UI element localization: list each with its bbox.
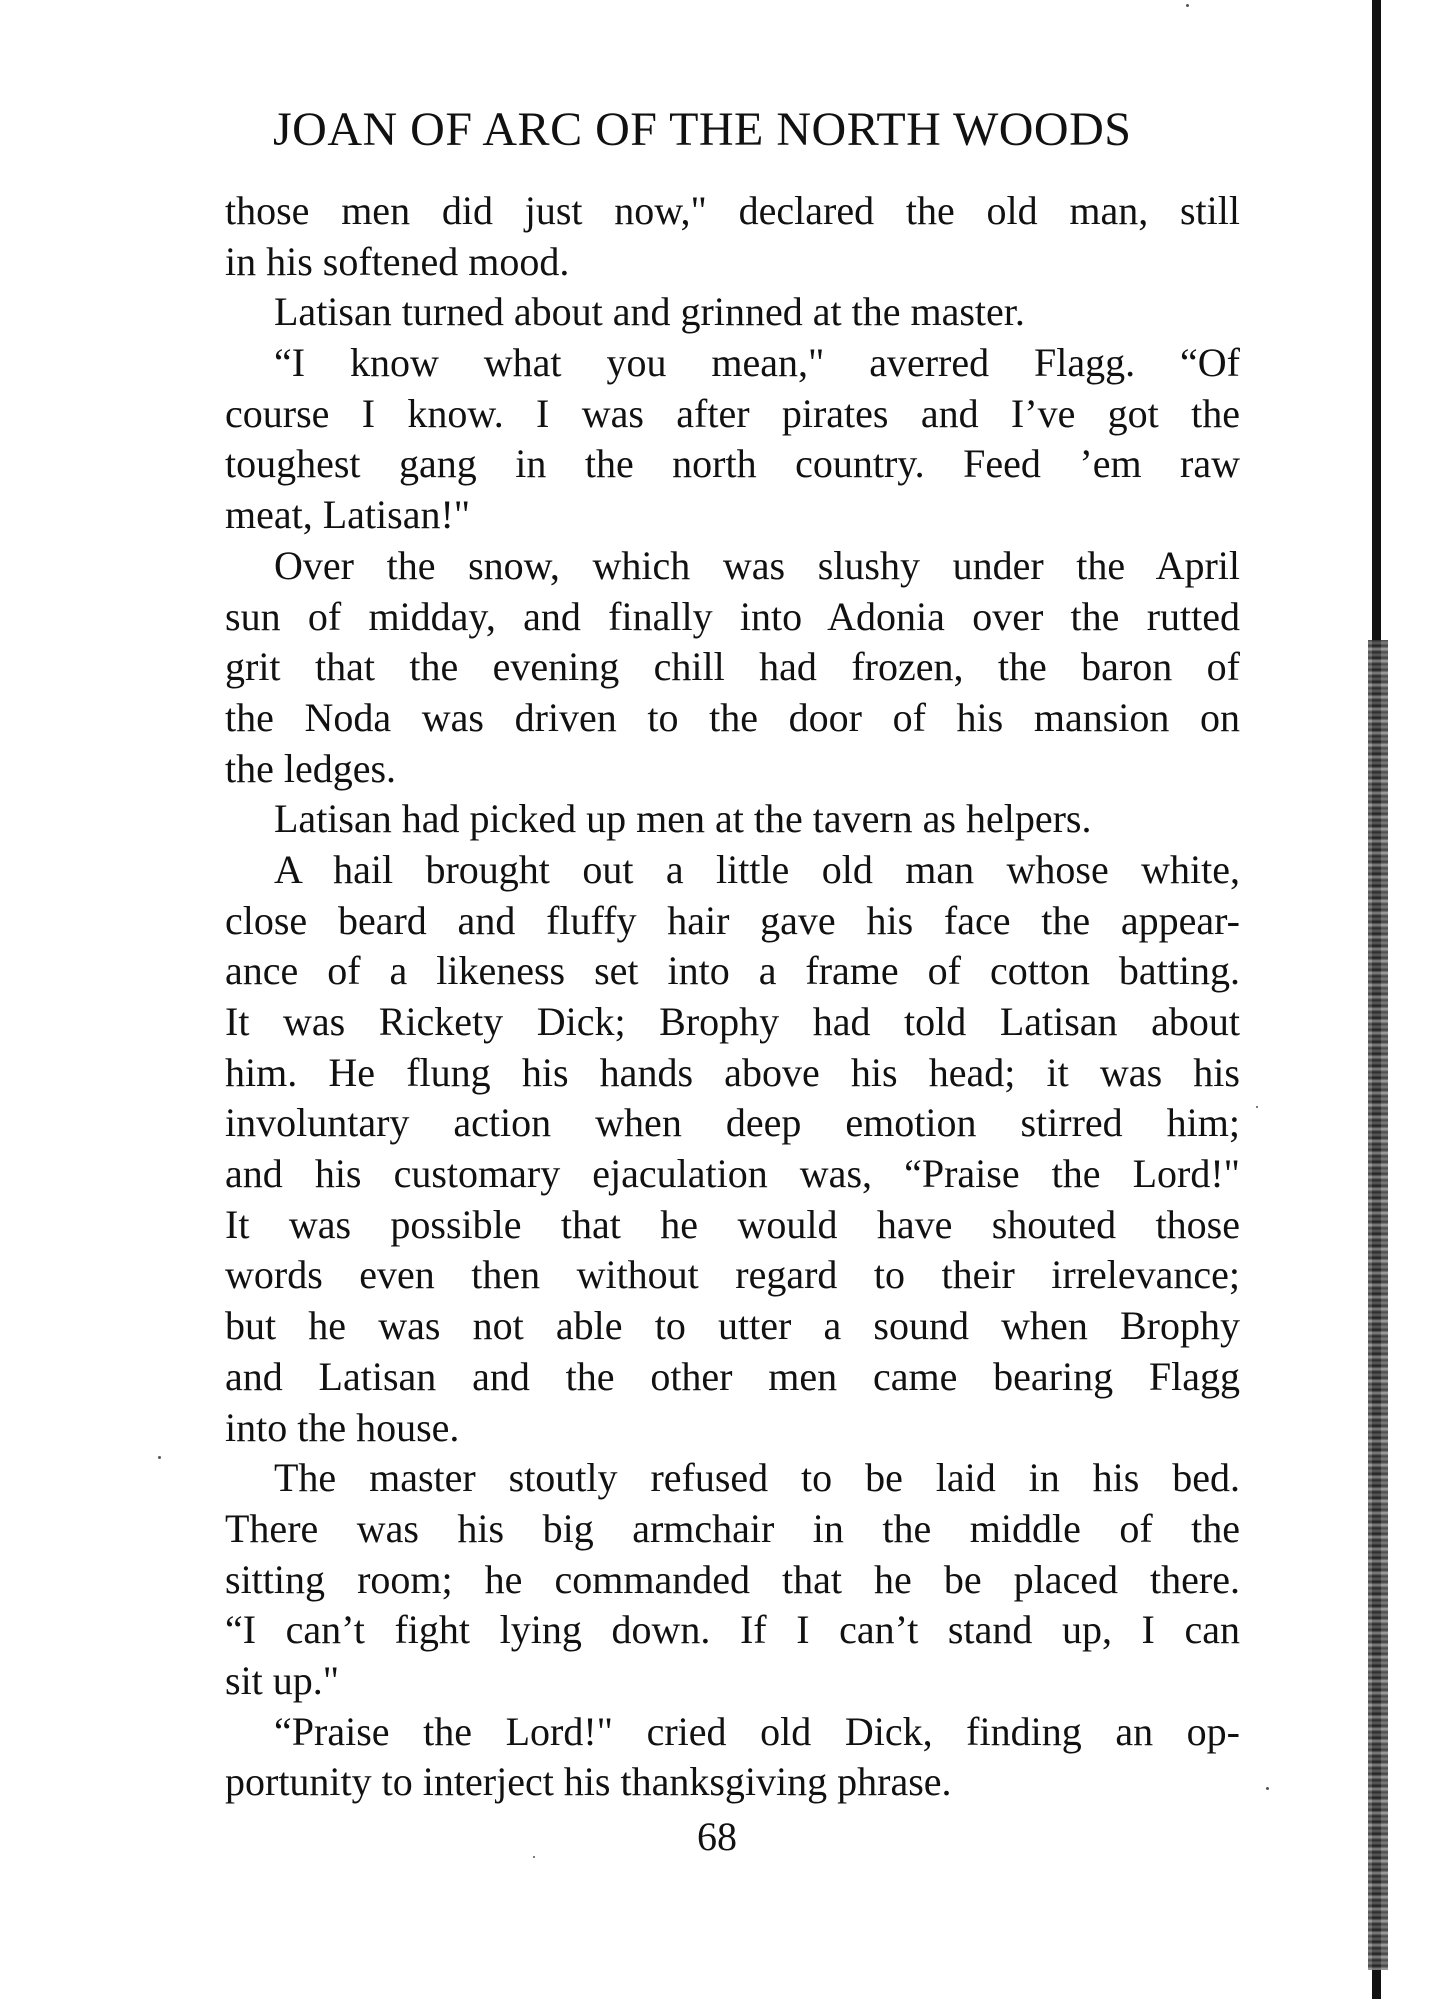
text-line: close beard and fluffy hair gave his face the appear-: [225, 897, 1240, 943]
text-line: Over the snow, which was slushy under the April: [274, 542, 1240, 588]
text-line: words even then without regard to their irrelevance;: [225, 1252, 1240, 1298]
page-number: 68: [697, 1814, 737, 1859]
body-text: [225, 186, 1240, 1808]
text-line: those men did just now," declared the old man, still: [225, 188, 1240, 233]
dust-speck: [1256, 1106, 1258, 1108]
text-line: sit up.": [225, 1657, 340, 1703]
text-line: but he was not able to utter a sound when Brophy: [225, 1303, 1240, 1349]
text-line: involuntary action when deep emotion stirred him;: [225, 1100, 1240, 1146]
running-head: JOAN OF ARC OF THE NORTH WOODS: [273, 103, 1132, 156]
text-line: sun of midday, and finally into Adonia over the rutted: [225, 593, 1240, 639]
text-line: toughest gang in the north country. Feed ’em raw: [225, 441, 1240, 487]
text-line: and Latisan and the other men came bearing Flagg: [225, 1353, 1240, 1399]
text-line: sitting room; he commanded that he be placed there.: [225, 1556, 1240, 1602]
dust-speck: [533, 1856, 535, 1858]
text-line: into the house.: [225, 1404, 460, 1450]
text-line: Latisan turned about and grinned at the master.: [274, 289, 1025, 335]
text-line: ance of a likeness set into a frame of cotton batting.: [225, 948, 1240, 994]
text-line: It was Rickety Dick; Brophy had told Latisan about: [225, 999, 1240, 1044]
text-line: The master stoutly refused to be laid in his bed.: [274, 1455, 1240, 1501]
text-line: grit that the evening chill had frozen, the baron of: [225, 644, 1240, 690]
text-line: and his customary ejaculation was, “Praise the Lord!": [225, 1151, 1240, 1197]
text-line: course I know. I was after pirates and I’ve got the: [225, 390, 1240, 436]
text-line: in his softened mood.: [225, 238, 570, 284]
dust-speck: [1266, 1787, 1269, 1790]
text-line: the ledges.: [225, 745, 397, 791]
text-line: “I can’t fight lying down. If I can’t stand up, I can: [225, 1607, 1240, 1653]
binding-gutter-shadow: [1372, 0, 1412, 1999]
text-line: portunity to interject his thanksgiving phrase.: [225, 1759, 952, 1805]
text-line: meat, Latisan!": [225, 492, 471, 538]
dust-speck: [158, 1456, 161, 1459]
text-line: “Praise the Lord!" cried old Dick, finding an op-: [274, 1708, 1240, 1754]
gutter-grain: [1368, 640, 1388, 1970]
text-line: Latisan had picked up men at the tavern as helpers.: [274, 796, 1092, 842]
text-line: “I know what you mean," averred Flagg. “Of: [274, 340, 1240, 386]
text-line: him. He flung his hands above his head; it was his: [225, 1049, 1240, 1095]
text-line: There was his big armchair in the middle of the: [225, 1505, 1240, 1551]
text-line: the Noda was driven to the door of his mansion on: [225, 694, 1240, 740]
text-line: A hail brought out a little old man whose white,: [274, 846, 1240, 892]
text-line: It was possible that he would have shouted those: [225, 1201, 1240, 1247]
dust-speck: [1186, 4, 1189, 7]
